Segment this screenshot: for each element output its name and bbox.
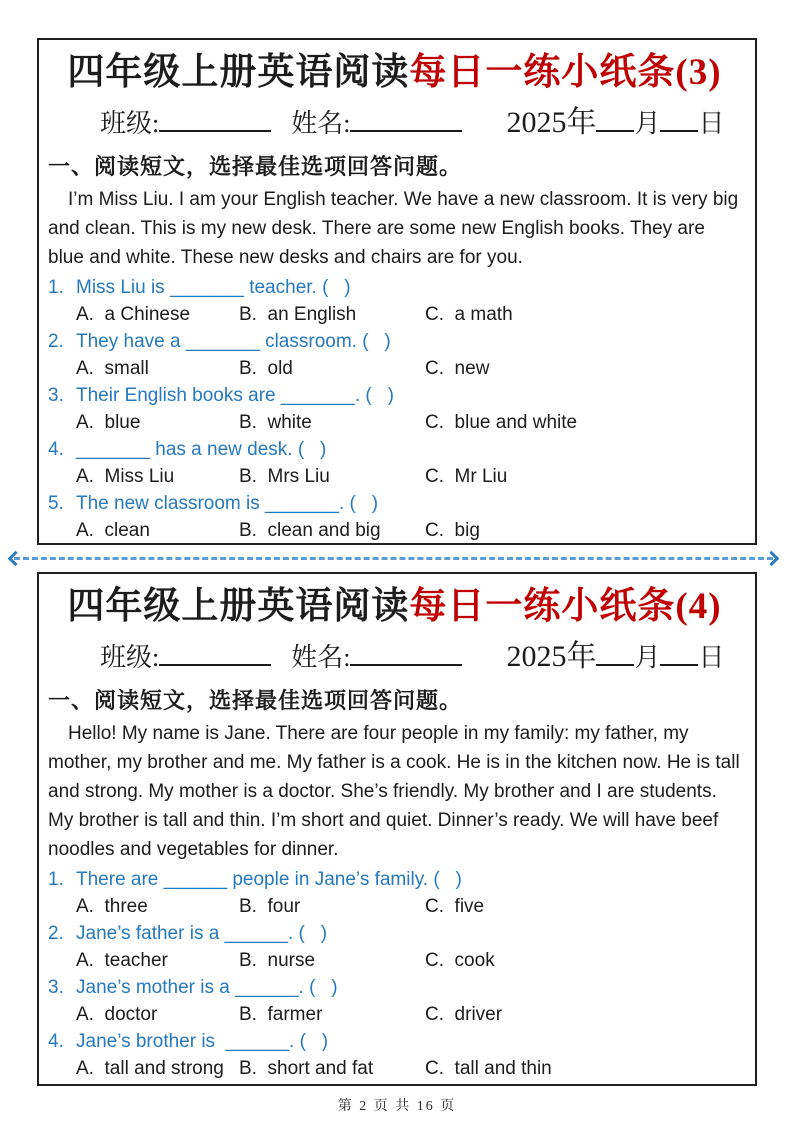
- question-number: 5.: [48, 493, 64, 514]
- option-b: B. short and fat: [239, 1058, 374, 1079]
- class-label: 班级:: [100, 109, 160, 138]
- question-text: Their English books are _______. ( ): [76, 385, 394, 406]
- option-b: B. nurse: [239, 950, 316, 971]
- option-b: B. clean and big: [239, 520, 381, 541]
- option-a: A. blue: [76, 412, 141, 433]
- question-text: _______ has a new desk. ( ): [76, 439, 327, 460]
- question-text: Jane’s mother is a ______. ( ): [76, 977, 338, 998]
- option-c: C. big: [425, 520, 480, 541]
- question-number: 4.: [48, 1031, 64, 1052]
- option-b: B. an English: [239, 304, 357, 325]
- question-number: 3.: [48, 385, 64, 406]
- question-number: 1.: [48, 869, 64, 890]
- worksheet-card-3: [37, 38, 757, 545]
- cut-line-right-arrow-icon: [764, 551, 780, 567]
- question: [48, 490, 741, 517]
- student-info-line: [48, 637, 741, 678]
- option-c: C. Mr Liu: [425, 466, 508, 487]
- options-row: [48, 355, 741, 382]
- question-number: 2.: [48, 923, 64, 944]
- option-b: B. four: [239, 896, 301, 917]
- class-blank: [159, 126, 271, 132]
- question: [48, 866, 741, 893]
- task-heading: 一、阅读短文，选择最佳选项回答问题。: [48, 688, 463, 713]
- option-c: C. blue and white: [425, 412, 578, 433]
- question-text: The new classroom is _______. ( ): [76, 493, 379, 514]
- year-label: 2025年: [506, 106, 597, 139]
- name-blank: [350, 660, 462, 666]
- question-number: 2.: [48, 331, 64, 352]
- month-blank: [596, 660, 634, 666]
- option-a: A. a Chinese: [76, 304, 191, 325]
- options-row: [48, 409, 741, 436]
- question: [48, 436, 741, 463]
- class-label: 班级:: [100, 643, 160, 672]
- question: [48, 274, 741, 301]
- options-row: [48, 1001, 741, 1028]
- option-a: A. Miss Liu: [76, 466, 175, 487]
- option-c: C. tall and thin: [425, 1058, 552, 1079]
- student-info-line: [48, 103, 741, 144]
- option-b: B. old: [239, 358, 293, 379]
- question: [48, 1028, 741, 1055]
- option-a: A. small: [76, 358, 149, 379]
- cut-line-left-arrow-icon: [8, 551, 24, 567]
- option-c: C. new: [425, 358, 490, 379]
- worksheet-title: [48, 582, 741, 632]
- question: [48, 328, 741, 355]
- option-c: C. cook: [425, 950, 495, 971]
- option-a: A. teacher: [76, 950, 168, 971]
- cut-line-dashes: [14, 557, 773, 560]
- option-b: B. farmer: [239, 1004, 323, 1025]
- day-label: 日: [698, 109, 725, 138]
- option-a: A. tall and strong: [76, 1058, 224, 1079]
- title-series-text: 每日一练小纸条(3): [409, 52, 722, 93]
- class-blank: [159, 660, 271, 666]
- question-number: 1.: [48, 277, 64, 298]
- option-a: A. doctor: [76, 1004, 158, 1025]
- year-label: 2025年: [506, 640, 597, 673]
- title-course-text: 四年级上册英语阅读: [67, 586, 410, 627]
- name-label: 姓名:: [291, 109, 351, 138]
- question-text: Jane’s father is a ______. ( ): [76, 923, 328, 944]
- question-number: 4.: [48, 439, 64, 460]
- day-blank: [660, 126, 698, 132]
- question-number: 3.: [48, 977, 64, 998]
- reading-passage: Hello! My name is Jane. There are four people in my family: my father, my mother, my brother and me. My father is a cook. He is in the kitchen now. He is tall and strong. My mother is a doctor. She’s friendly. My brother and I are students. My brother is tall and thin. I’m short and quiet. Dinner’s ready. We will have beef noodles and vegetables for dinner.: [48, 723, 740, 860]
- question: [48, 974, 741, 1001]
- option-c: C. five: [425, 896, 485, 917]
- question: [48, 382, 741, 409]
- option-c: C. a math: [425, 304, 513, 325]
- option-a: A. three: [76, 896, 148, 917]
- worksheet-title: [48, 48, 741, 98]
- cut-line: [10, 545, 777, 572]
- reading-passage: I’m Miss Liu. I am your English teacher. We have a new classroom. It is very big and clean. This is my new desk. There are some new English books. They are blue and white. These new desks and chairs are for you.: [48, 189, 739, 268]
- options-row: [48, 463, 741, 490]
- task-heading: 一、阅读短文，选择最佳选项回答问题。: [48, 154, 463, 179]
- day-blank: [660, 660, 698, 666]
- month-label: 月: [634, 109, 661, 138]
- option-b: B. white: [239, 412, 312, 433]
- question: [48, 920, 741, 947]
- option-b: B. Mrs Liu: [239, 466, 330, 487]
- day-label: 日: [698, 643, 725, 672]
- question-text: There are ______ people in Jane’s family. ( ): [76, 869, 462, 890]
- question-text: They have a _______ classroom. ( ): [76, 331, 391, 352]
- title-series-text: 每日一练小纸条(4): [409, 586, 722, 627]
- month-label: 月: [634, 643, 661, 672]
- question-text: Jane’s brother is ______. ( ): [76, 1031, 329, 1052]
- title-course-text: 四年级上册英语阅读: [67, 52, 410, 93]
- options-row: [48, 947, 741, 974]
- month-blank: [596, 126, 634, 132]
- option-c: C. driver: [425, 1004, 503, 1025]
- page-number-indicator: 第 2 页 共 16 页: [337, 1099, 457, 1114]
- question-text: Miss Liu is _______ teacher. ( ): [76, 277, 351, 298]
- worksheet-card-4: [37, 572, 757, 1086]
- name-blank: [350, 126, 462, 132]
- option-a: A. clean: [76, 520, 150, 541]
- options-row: [48, 301, 741, 328]
- options-row: [48, 893, 741, 920]
- options-row: [48, 517, 741, 544]
- name-label: 姓名:: [291, 643, 351, 672]
- options-row: [48, 1055, 741, 1082]
